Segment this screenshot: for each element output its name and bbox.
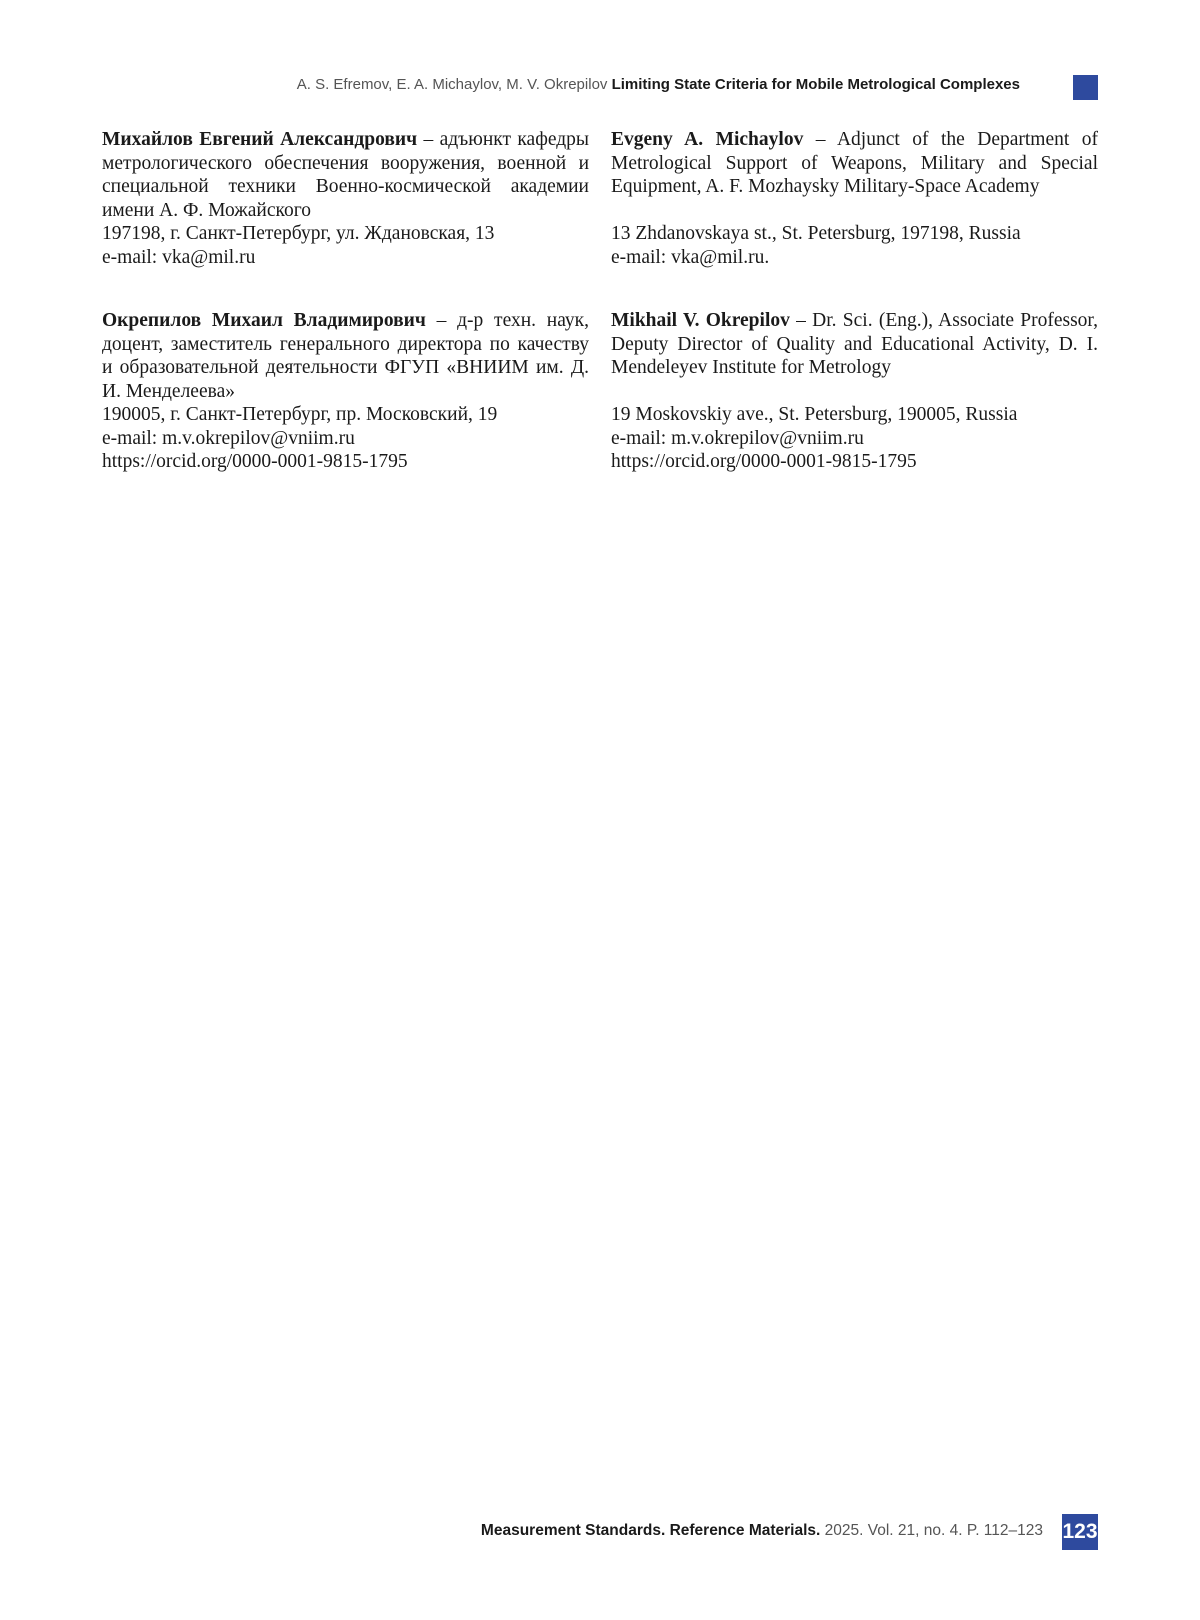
author-desc-text: – адъюнкт кафедры метрологического обеспечения вооружения, военной и специальной техники Военно-космической академии имени А. Ф. Можайского [102, 129, 589, 221]
author-desc-text: – Adjunct of the Department of Metrological Support of Weapons, Military and Special Equipment, A. F. Mozhaysky Military-Space Academy [611, 129, 1098, 197]
running-head [297, 76, 1020, 93]
spacer [611, 380, 1098, 404]
author-ru [102, 128, 589, 269]
journal-name: Measurement Standards. Reference Materials. [480, 1522, 821, 1539]
author-name: Mikhail V. Okrepilov [611, 310, 790, 331]
author-en [611, 309, 1098, 474]
author-description [102, 309, 589, 403]
author-description [102, 128, 589, 222]
author-address: 19 Moskovskiy ave., St. Petersburg, 190005, Russia [611, 404, 1018, 425]
author-orcid: https://orcid.org/0000-0001-9815-1795 [611, 451, 917, 472]
author-email: e-mail: vka@mil.ru [102, 246, 256, 268]
author-ru [102, 309, 589, 474]
author-description [611, 309, 1098, 380]
running-head-title: Limiting State Criteria for Mobile Metrological Complexes [611, 76, 1020, 93]
author-orcid: https://orcid.org/0000-0001-9815-1795 [102, 451, 408, 472]
footer-citation [481, 1522, 1043, 1540]
author-email: e-mail: m.v.okrepilov@vniim.ru [102, 427, 355, 449]
author-desc-text: – Dr. Sci. (Eng.), Associate Professor, Deputy Director of Quality and Educational Activity, D. I. Mendeleyev Institute for Metrology [611, 310, 1098, 378]
running-head-authors: A. S. Efremov, E. A. Michaylov, M. V. Okrepilov [296, 76, 608, 93]
author-email: e-mail: vka@mil.ru. [611, 246, 770, 268]
citation-details: 2025. Vol. 21, no. 4. P. 112–123 [824, 1522, 1043, 1539]
author-email: e-mail: m.v.okrepilov@vniim.ru [611, 427, 864, 449]
author-description [611, 128, 1098, 199]
author-address: 13 Zhdanovskaya st., St. Petersburg, 197198, Russia [611, 223, 1021, 244]
author-row [102, 128, 1098, 269]
author-info [102, 128, 1098, 514]
author-address: 190005, г. Санкт-Петербург, пр. Московский, 19 [102, 404, 498, 425]
author-address: 197198, г. Санкт-Петербург, ул. Ждановская, 13 [102, 223, 495, 244]
page-number: 123 [1062, 1514, 1098, 1550]
author-en [611, 128, 1098, 269]
author-name: Evgeny A. Michaylov [611, 129, 804, 150]
author-desc-text: – д-р техн. наук, доцент, заместитель генерального директора по качеству и образовательной деятельности ФГУП «ВНИИМ им. Д. И. Менделеева» [102, 310, 589, 402]
author-name: Михайлов Евгений Александрович [102, 129, 418, 150]
spacer [611, 199, 1098, 223]
author-name: Окрепилов Михаил Владимирович [102, 310, 426, 331]
header-square-marker [1073, 75, 1098, 100]
author-row [102, 309, 1098, 474]
